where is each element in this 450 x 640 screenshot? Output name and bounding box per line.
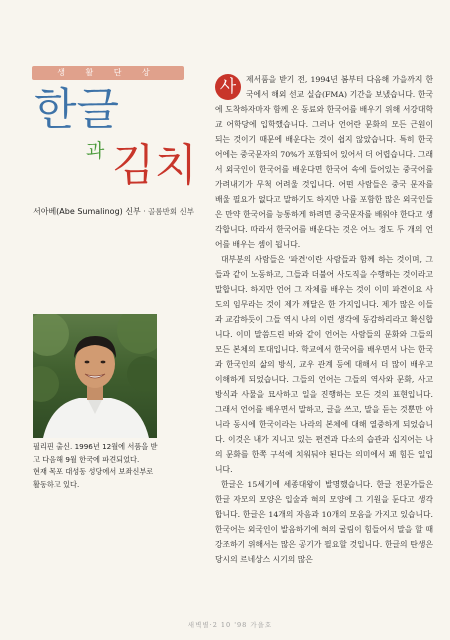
article-paragraph xyxy=(215,72,433,252)
caption-line: 활동하고 있다. xyxy=(33,479,80,489)
article-body xyxy=(215,72,433,567)
photo-caption xyxy=(33,441,173,491)
portrait-image xyxy=(33,314,157,438)
drop-cap: 사 xyxy=(215,74,241,100)
caption-line: 현재 목포 대성동 성당에서 보좌신부로 xyxy=(33,467,154,477)
article-paragraph: 한글은 15세기에 세종대왕이 발명했습니다. 한글 전문가들은 한글 자모의 모양은 입술과 혀의 모양에 그 기원을 둔다고 생각합니다. 한글은 14개의 자음과 10개의 모음을 가지고 있습니다. 한국어는 외국인이 발음하기에 혀의 굴림이 힘들어서 말을 할 때 강조하기 위해서는 많은 공기가 필요할 것입니다. 한글의 탄생은 당시의 르네상스 시기의 많은 xyxy=(215,480,433,564)
article-paragraph: 대부분의 사람들은 '파견'이란 사람들과 함께 하는 것이며, 그들과 같이 노동하고, 그들과 더불어 사도직을 수행하는 것이라고 말합니다. 하지만 언어 그 자체를 배우는 것이 이미 파견이요 사도의 임무라는 것이 제가 깨달은 한 가지입니다. 제가 많은 이들과 교감하듯이 그들 역시 나의 이런 생각에 동감하리라고 확신합니다. 이미 말씀드린 바와 같이 언어는 사람들의 문화와 그들의 모든 본체의 토대입니다. 학교에서 한국어를 배우면서 나는 한국과 한국인의 삶의 방식, 교우 관계 등에 대해서 더 많이 배우고 이해하게 되었습니다. 그들의 언어는 그들의 역사와 문화, 사고방식과 사물을 묘사하고 일을 진행하는 모든 것의 표현입니다. 그래서 언어를 배우면서 말하고, 글을 쓰고, 말을 듣는 것뿐만 아니라 동시에 한국이라는 나라의 본체에 대해 열중하게 되었습니다. 이것은 내가 지니고 있는 편견과 다소의 습관과 십지어는 나의 문화를 한쪽 구석에 치워둬야 된다는 의미에서 꽤 힘든 일입니다. xyxy=(215,255,433,474)
author-name: 서아베(Abe Sumalinog) 신부 xyxy=(33,207,141,216)
title-kimchi: 김치 xyxy=(112,140,198,191)
author-byline xyxy=(33,206,203,217)
author-affiliation: · 골롬반회 신부 xyxy=(143,207,194,216)
section-label: 생 활 단 상 xyxy=(32,66,184,80)
title-hangeul: 한글 xyxy=(34,84,120,135)
title-conjunction: 과 xyxy=(86,140,105,162)
caption-line: 필리핀 출신. 1996년 12월에 서품을 받 xyxy=(33,442,158,451)
paragraph-text: 제서품을 받기 전, 1994년 봄부터 다음해 가을까지 한국에서 해외 선교 실습(FMA) 기간을 보냈습니다. 한국에 도착하자마자 함께 온 동료와 한국어를 배우기 위해 서강대학교 어학당에 입학했습니다. 그러나 언어란 문화의 모든 근원이 되는 것이기 때문에 배운다는 것이 쉽지 않았습니다. 특히 한국어에는 중국문자의 70%가 포함되어 있어서 더 어렵습니다. 그래서 외국인이 한국어를 배운다면 한국어 속에 들어있는 중국어를 가려내기가 무척 어려울 것입니다. 어떤 사람들은 중국 문자를 배울 필요가 없다고 말하기도 하지만 나를 포함한 많은 외국인들은 만약 한국어를 능통하게 하려면 중국문자를 배워야 한다고 생각합니다. 따라서 한국어를 배운다는 것은 어느 정도 두 개의 언어를 배우는 셈이 됩니다. xyxy=(215,75,433,249)
page-footer: 새벽별·2 10 '98 가을호 xyxy=(187,621,273,629)
author-photo xyxy=(33,314,157,438)
caption-line: 고 다음해 9월 한국에 파견되었다. xyxy=(33,454,140,464)
